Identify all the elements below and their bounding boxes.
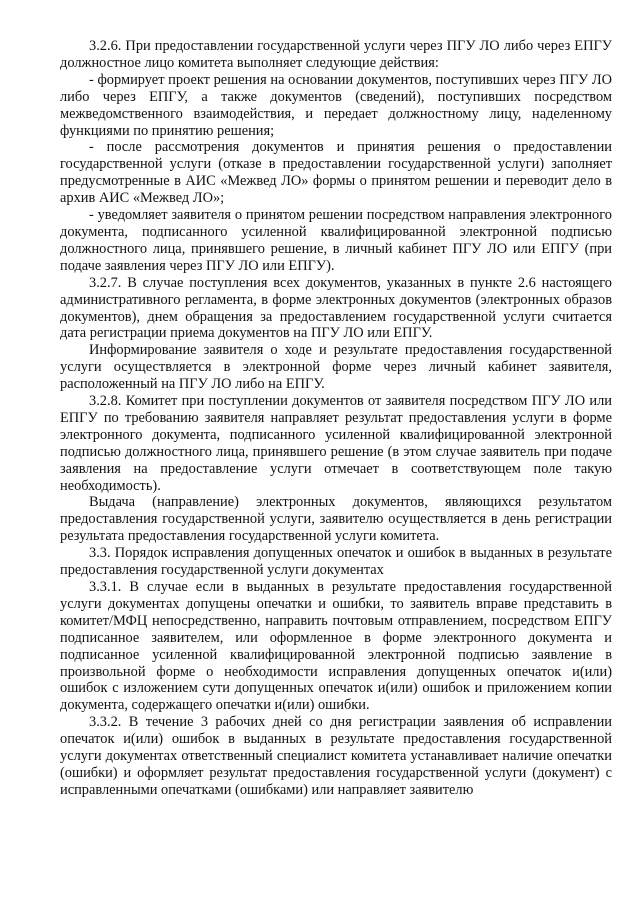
list-item-fill-forms: - после рассмотрения документов и принятия решения о предоставлении государственной услуги (отказе в предоставлении государственной услуги) заполняет предусмотренные в АИС «Межвед ЛО» формы о принятом решении и переводит дело в архив АИС «Межвед ЛО»; <box>60 139 612 207</box>
section-heading-3-3: 3.3. Порядок исправления допущенных опечаток и ошибок в выданных в результате предоставления государственной услуги документах <box>60 545 612 579</box>
list-item-draft-decision: - формирует проект решения на основании документов, поступивших через ПГУ ЛО либо через ЕПГУ, а также документов (сведений), поступивших посредством межведомственного взаимодействия, и передает должностному лицу, наделенному функциями по принятию решения; <box>60 71 612 139</box>
paragraph-3-2-6: 3.2.6. При предоставлении государственной услуги через ПГУ ЛО либо через ЕПГУ должностное лицо комитета выполняет следующие действия: <box>60 38 612 71</box>
paragraph-3-2-7: 3.2.7. В случае поступления всех документов, указанных в пункте 2.6 настоящего административного регламента, в форме электронных документов (электронных образов документов), днем обращения за предоставлением государственной услуги считается дата регистрации приема документов на ПГУ ЛО или ЕПГУ. <box>60 274 612 342</box>
paragraph-3-3-2: 3.3.2. В течение 3 рабочих дней со дня регистрации заявления об исправлении опечаток и(или) ошибок в выданных в результате предоставления государственной услуги документах ответственный специалист комитета устанавливает наличие опечатки (ошибки) и оформляет результат предоставления государственной услуги (документ) с исправленными опечатками (ошибками) или направляет заявителю <box>60 714 612 798</box>
paragraph-3-2-8: 3.2.8. Комитет при поступлении документов от заявителя посредством ПГУ ЛО или ЕПГУ по требованию заявителя направляет результат предоставления услуги в форме электронного документа, подписанного усиленной квалифицированной электронной подписью должностного лица, принявшего решение (в этом случае заявитель при подаче заявления на предоставление услуги отмечает в соответствующем поле такую необходимость). <box>60 393 612 494</box>
document-page <box>60 38 612 799</box>
paragraph-3-3-1: 3.3.1. В случае если в выданных в результате предоставления государственной услуги документах допущены опечатки и ошибки, то заявитель вправе представить в комитет/МФЦ непосредственно, направить почтовым отправлением, посредством ЕПГУ подписанное заявителем, или оформленное в форме электронного документа и подписанное усиленной квалифицированной электронной подписью заявление в произвольной форме о необходимости исправления допущенных опечаток и(или) ошибок с изложением сути допущенных опечаток и(или) ошибок и приложением копии документа, содержащего опечатки и(или) ошибки. <box>60 579 612 714</box>
paragraph-issuance: Выдача (направление) электронных документов, являющихся результатом предоставления государственной услуги, заявителю осуществляется в день регистрации результата предоставления государственной услуги комитета. <box>60 494 612 545</box>
paragraph-informing: Информирование заявителя о ходе и результате предоставления государственной услуги осуществляется в электронной форме через личный кабинет заявителя, расположенный на ПГУ ЛО либо на ЕПГУ. <box>60 342 612 393</box>
list-item-notify-applicant: - уведомляет заявителя о принятом решении посредством направления электронного документа, подписанного усиленной квалифицированной электронной подписью должностного лица, принявшего решение, в личный кабинет ПГУ ЛО или ЕПГУ (при подаче заявления через ПГУ ЛО или ЕПГУ). <box>60 207 612 274</box>
